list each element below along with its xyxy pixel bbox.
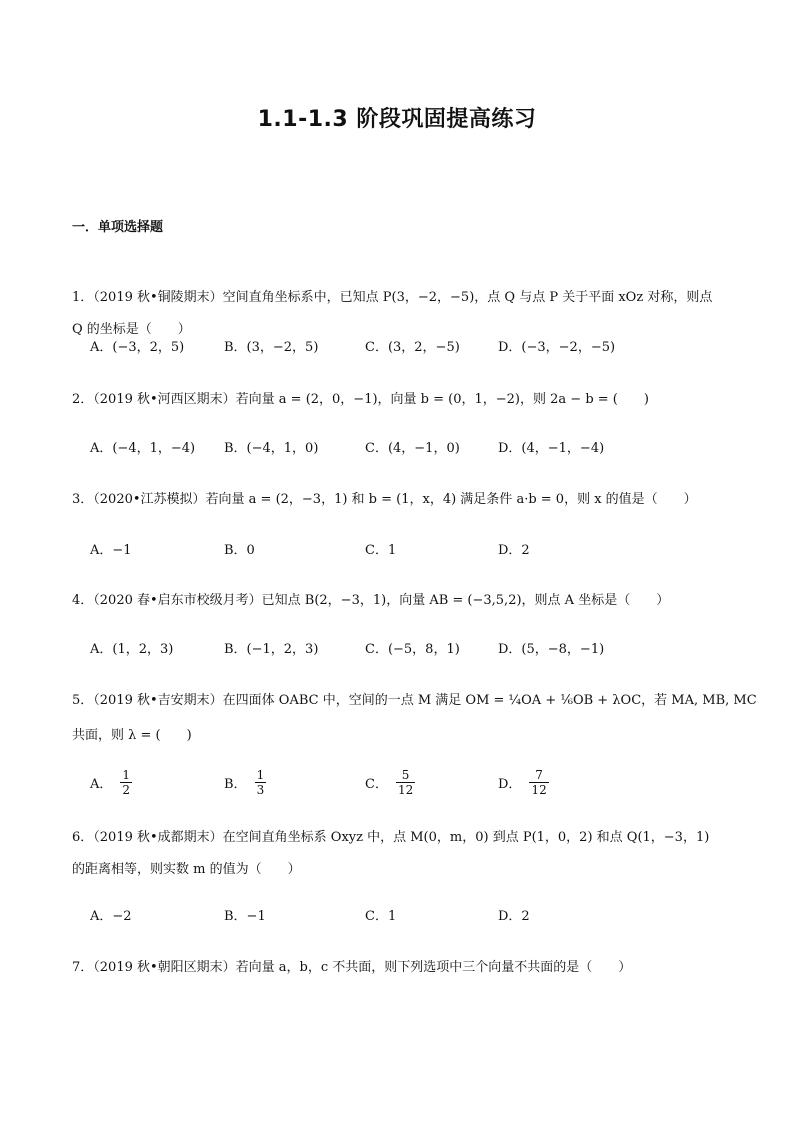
option-a: A．(1，2，3): [90, 642, 174, 657]
option-c: C．1: [365, 543, 397, 558]
fraction-denominator: 3: [256, 783, 265, 797]
page-title: 1.1-1.3 阶段巩固提高练习: [257, 107, 537, 132]
fraction-denominator: 12: [531, 783, 547, 797]
option-d: D．2: [498, 543, 530, 558]
option-d: D．(4，−1，−4): [498, 441, 605, 456]
option-b: B．(−4，1，0): [224, 441, 319, 456]
option-b: B．(3，−2，5): [224, 340, 319, 355]
option-d: [498, 768, 549, 797]
option-c: C．(3，2，−5): [365, 340, 460, 355]
option-letter: B．: [224, 777, 247, 792]
question-2-line-1: 2．（2019 秋•河西区期末）若向量 a = (2，0，−1)，向量 b = (0，1，−2)，则 2a − b = ( ): [72, 392, 649, 407]
option-c: C．1: [365, 909, 397, 924]
option-d: D．(5，−8，−1): [498, 642, 605, 657]
fraction-numerator: 5: [396, 768, 415, 783]
option-c: C．(4，−1，0): [365, 441, 460, 456]
option-letter: A．: [90, 777, 113, 792]
question-5-line-1: 5．（2019 秋•吉安期末）在四面体 OABC 中，空间的一点 M 满足 OM = ¼OA + ⅙OB + λOC，若 MA, MB, MC: [72, 693, 757, 708]
question-3-line-1: 3．（2020•江苏模拟）若向量 a = (2，−3，1) 和 b = (1，x，4) 满足条件 a·b = 0，则 x 的值是（ ）: [72, 492, 697, 507]
option-b: [224, 768, 266, 797]
option-a: A．−1: [90, 543, 132, 558]
fraction-denominator: 12: [397, 783, 414, 797]
option-a: A．−2: [90, 909, 132, 924]
fraction: [255, 768, 267, 797]
question-1-line-2: Q 的坐标是（ ）: [72, 322, 191, 337]
option-a: A．(−3，2，5): [90, 340, 185, 355]
fraction: [120, 768, 132, 797]
question-5-line-2: 共面，则 λ = ( ): [72, 728, 192, 743]
option-d: D．(−3，−2，−5): [498, 340, 616, 355]
fraction-numerator: 1: [256, 768, 265, 782]
option-c: C．(−5，8，1): [365, 642, 460, 657]
fraction-numerator: 1: [122, 768, 131, 782]
option-a: [90, 768, 132, 797]
question-6-line-1: 6．（2019 秋•成都期末）在空间直角坐标系 Oxyz 中，点 M(0，m，0) 到点 P(1，0，2) 和点 Q(1，−3，1): [72, 830, 710, 845]
option-b: B．−1: [224, 909, 266, 924]
question-6-line-2: 的距离相等，则实数 m 的值为（ ）: [72, 862, 301, 877]
option-b: B．0: [224, 543, 255, 558]
question-4-line-1: 4．（2020 春•启东市校级月考）已知点 B(2，−3，1)，向量 AB = (−3,5,2)，则点 A 坐标是（ ）: [72, 593, 670, 608]
fraction: [396, 768, 415, 797]
question-7-line-1: 7．（2019 秋•朝阳区期末）若向量 a，b，c 不共面，则下列选项中三个向量不共面的是（ ）: [72, 960, 632, 975]
option-letter: C．: [365, 777, 388, 792]
option-d: D．2: [498, 909, 530, 924]
fraction: [529, 768, 548, 797]
question-1-line-1: 1．（2019 秋•铜陵期末）空间直角坐标系中，已知点 P(3，−2，−5)，点 Q 与点 P 关于平面 xOz 对称，则点: [72, 290, 713, 305]
option-letter: D．: [498, 777, 522, 792]
fraction-numerator: 7: [529, 768, 548, 783]
option-b: B．(−1，2，3): [224, 642, 319, 657]
section-heading: 一．单项选择题: [72, 220, 164, 235]
option-a: A．(−4，1，−4): [90, 441, 196, 456]
fraction-denominator: 2: [122, 783, 131, 797]
option-c: [365, 768, 415, 797]
